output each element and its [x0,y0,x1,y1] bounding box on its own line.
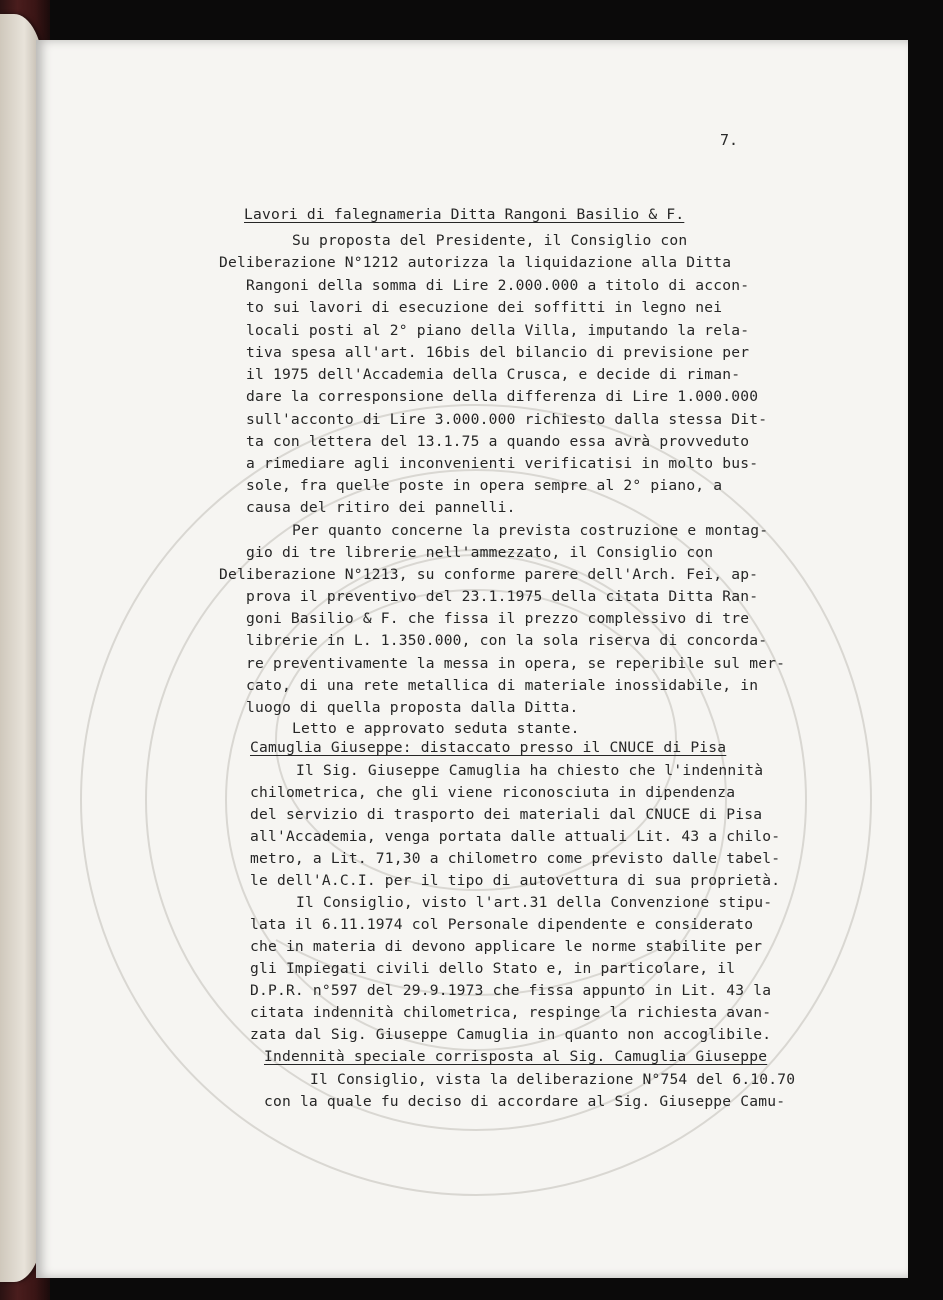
text-line: Letto e approvato seduta stante. [292,720,580,737]
text-line: che in materia di devono applicare le norme stabilite per [250,938,763,955]
text-line: locali posti al 2° piano della Villa, imputando la rela- [246,322,750,339]
text-line: cato, di una rete metallica di materiale inossidabile, in [246,677,759,694]
text-line: D.P.R. n°597 del 29.9.1973 che fissa appunto in Lit. 43 la [250,982,772,999]
text-line: gio di tre librerie nell'ammezzato, il Consiglio con [246,544,714,561]
section-heading-camuglia: Camuglia Giuseppe: distaccato presso il CNUCE di Pisa [250,739,727,756]
text-line: a rimediare agli inconvenienti verificatisi in molto bus- [246,455,759,472]
text-line: Per quanto concerne la prevista costruzione e montag- [292,522,769,539]
text-line: all'Accademia, venga portata dalle attuali Lit. 43 a chilo- [250,828,781,845]
text-line: citata indennità chilometrica, respinge la richiesta avan- [250,1004,772,1021]
text-line: con la quale fu deciso di accordare al Sig. Giuseppe Camu- [264,1093,786,1110]
text-line: tiva spesa all'art. 16bis del bilancio di previsione per [246,344,750,361]
text-line: chilometrica, che gli viene riconosciuta in dipendenza [250,784,736,801]
section-heading-indennita: Indennità speciale corrisposta al Sig. Camuglia Giuseppe [264,1048,768,1065]
page-number: 7. [720,131,739,149]
text-line: sole, fra quelle poste in opera sempre al 2° piano, a [246,477,723,494]
text-line: luogo di quella proposta dalla Ditta. [246,699,579,716]
text-line: gli Impiegati civili dello Stato e, in particolare, il [250,960,736,977]
section-heading-falegnameria: Lavori di falegnameria Ditta Rangoni Basilio & F. [244,206,685,223]
text-line: re preventivamente la messa in opera, se reperibile sul mer- [246,655,786,672]
text-line: il 1975 dell'Accademia della Crusca, e decide di riman- [246,366,741,383]
text-line: Deliberazione N°1212 autorizza la liquidazione alla Ditta [219,254,732,271]
text-line: sull'acconto di Lire 3.000.000 richiesto dalla stessa Dit- [246,411,768,428]
text-line: Deliberazione N°1213, su conforme parere dell'Arch. Fei, ap- [219,566,759,583]
text-line: zata dal Sig. Giuseppe Camuglia in quanto non accoglibile. [250,1026,772,1043]
text-line: goni Basilio & F. che fissa il prezzo complessivo di tre [246,610,750,627]
text-line: Su proposta del Presidente, il Consiglio con [292,232,688,249]
text-line: lata il 6.11.1974 col Personale dipendente e considerato [250,916,754,933]
text-line: prova il preventivo del 23.1.1975 della citata Ditta Ran- [246,588,759,605]
text-line: metro, a Lit. 71,30 a chilometro come previsto dalle tabel- [250,850,781,867]
text-line: le dell'A.C.I. per il tipo di autovettura di sua proprietà. [250,872,781,889]
text-line: Il Consiglio, vista la deliberazione N°754 del 6.10.70 [310,1071,796,1088]
text-line: to sui lavori di esecuzione dei soffitti in legno nei [246,299,723,316]
text-line: librerie in L. 1.350.000, con la sola riserva di concorda- [246,632,768,649]
text-line: Il Consiglio, visto l'art.31 della Convenzione stipu- [296,894,773,911]
text-line: Il Sig. Giuseppe Camuglia ha chiesto che l'indennità [296,762,764,779]
text-line: del servizio di trasporto dei materiali dal CNUCE di Pisa [250,806,763,823]
text-line: causa del ritiro dei pannelli. [246,499,516,516]
text-line: dare la corresponsione della differenza di Lire 1.000.000 [246,388,759,405]
document-page [36,40,908,1278]
text-line: ta con lettera del 13.1.75 a quando essa avrà provveduto [246,433,750,450]
text-line: Rangoni della somma di Lire 2.000.000 a titolo di accon- [246,277,750,294]
